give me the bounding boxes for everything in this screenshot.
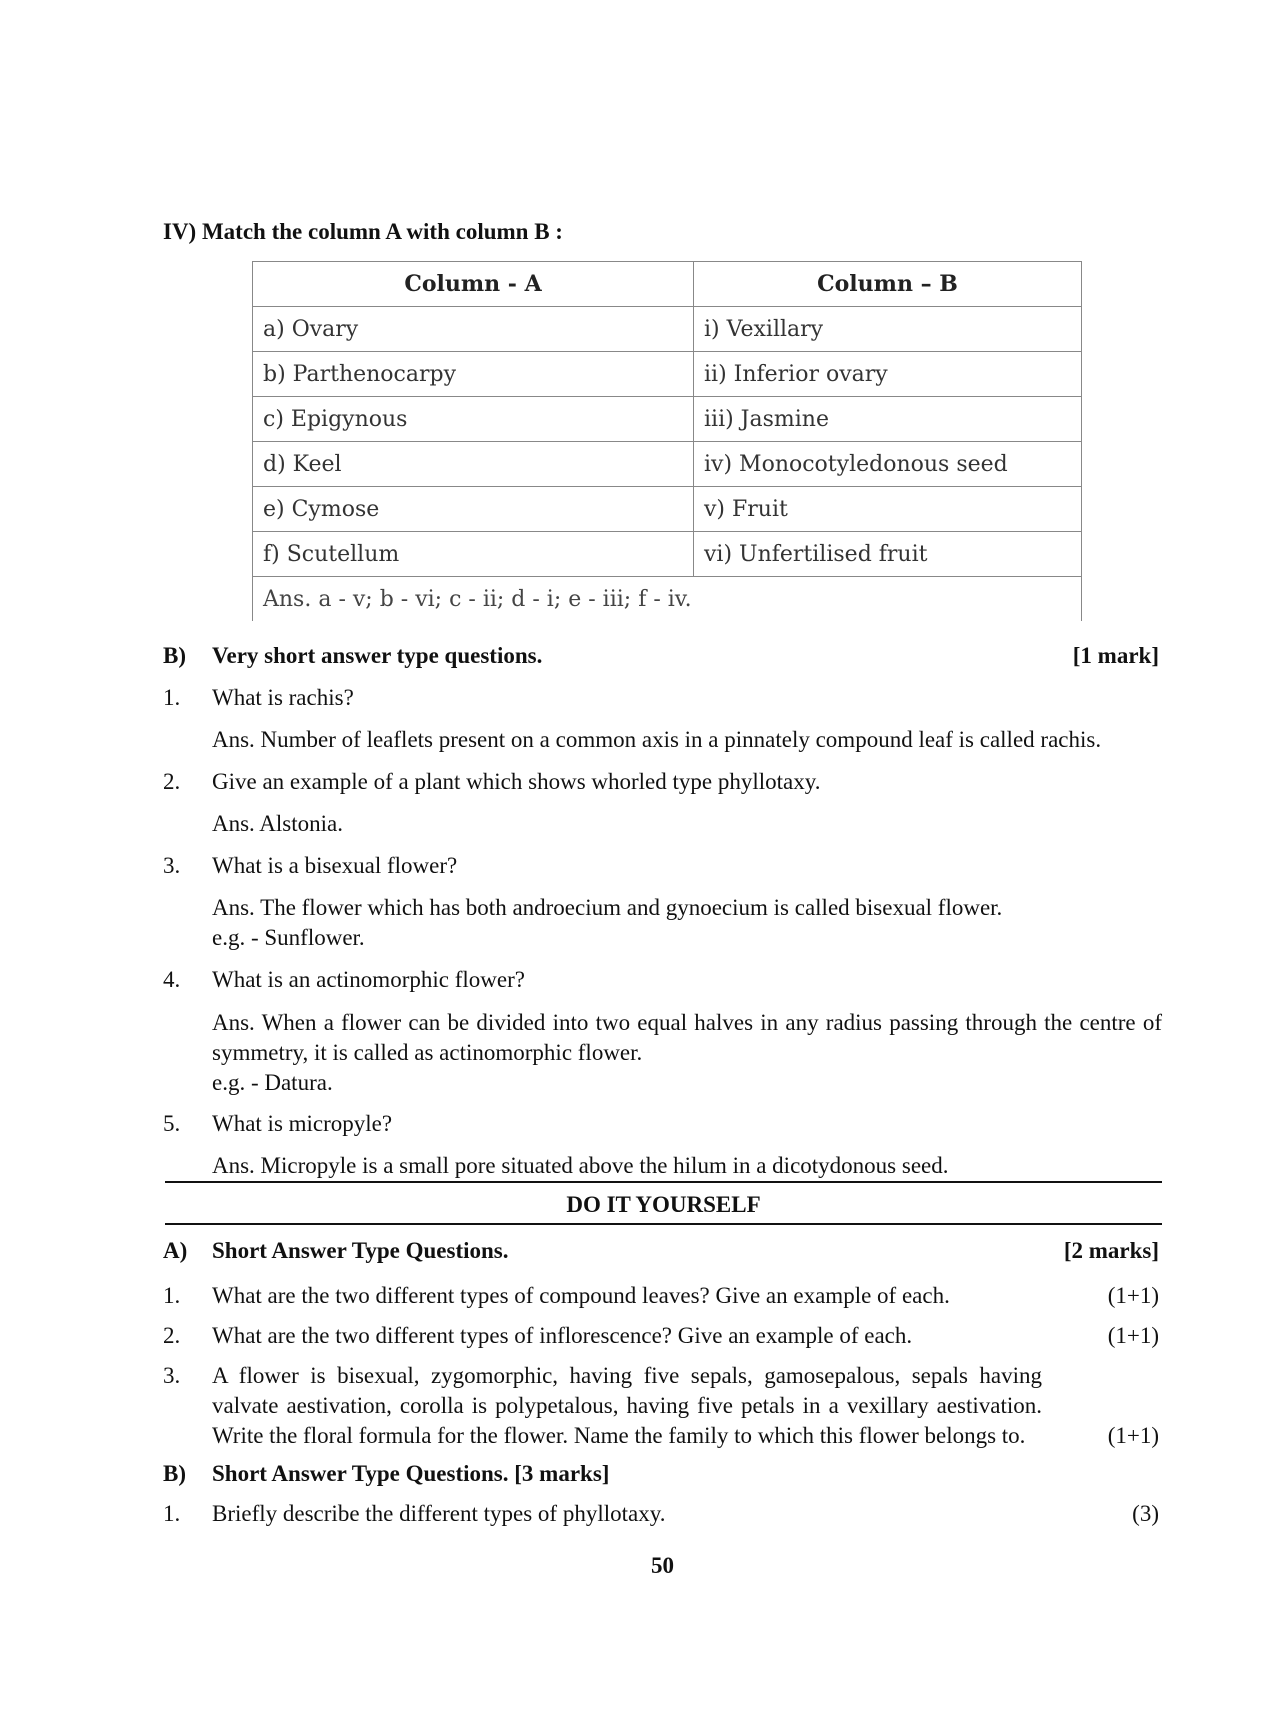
question-number: 5. xyxy=(163,1111,181,1136)
question-number: 2. xyxy=(163,1323,181,1348)
section-b-title: Very short answer type questions. xyxy=(212,643,543,668)
table-cell-b: iv) Monocotyledonous seed xyxy=(694,442,1082,487)
answer-text: Ans. Alstonia. xyxy=(212,811,343,836)
question-marks: (1+1) xyxy=(1107,1283,1159,1308)
table-cell-b: vi) Unfertilised fruit xyxy=(694,532,1082,577)
answer-text: Ans. The flower which has both androecium and gynoecium is called bisexual flower. xyxy=(212,895,1003,920)
question-marks: (3) xyxy=(1132,1501,1159,1526)
diy-section-a-marks: [2 marks] xyxy=(1063,1238,1159,1263)
match-heading: IV) Match the column A with column B : xyxy=(163,219,563,244)
divider-bottom xyxy=(165,1223,1162,1225)
table-cell-a: e) Cymose xyxy=(253,487,694,532)
table-cell-b: iii) Jasmine xyxy=(694,397,1082,442)
answer-text: Ans. When a flower can be divided into two equal halves in any radius passing through the centre of symmetry, it is called as actinomorphic flower. xyxy=(212,1010,1162,1065)
table-header-row xyxy=(253,262,1082,307)
column-b-header: Column – B xyxy=(694,262,1082,307)
table-row xyxy=(253,532,1082,577)
question-number: 1. xyxy=(163,685,181,710)
table-cell-b: i) Vexillary xyxy=(694,307,1082,352)
table-row xyxy=(253,397,1082,442)
question-text: What are the two different types of inflorescence? Give an example of each. xyxy=(212,1323,913,1348)
section-b-marks: [1 mark] xyxy=(1072,643,1159,668)
answer-row xyxy=(253,577,1082,622)
divider-top xyxy=(165,1181,1162,1183)
question-text: Briefly describe the different types of phyllotaxy. xyxy=(212,1501,666,1526)
question-marks: (1+1) xyxy=(1107,1323,1159,1348)
question-text: Give an example of a plant which shows whorled type phyllotaxy. xyxy=(212,769,821,794)
question-number: 3. xyxy=(163,853,181,878)
question-number: 1. xyxy=(163,1501,181,1526)
section-b-label: B) xyxy=(163,643,186,668)
example-text: e.g. - Sunflower. xyxy=(212,925,365,950)
answer-cell: Ans. a - v; b - vi; c - ii; d - i; e - iii; f - iv. xyxy=(253,577,1082,622)
question-text: What are the two different types of compound leaves? Give an example of each. xyxy=(212,1283,950,1308)
table-row xyxy=(253,442,1082,487)
table-row xyxy=(253,487,1082,532)
table-cell-b: v) Fruit xyxy=(694,487,1082,532)
table-cell-a: c) Epigynous xyxy=(253,397,694,442)
example-text: e.g. - Datura. xyxy=(212,1070,333,1095)
table-cell-a: a) Ovary xyxy=(253,307,694,352)
diy-section-b-title: Short Answer Type Questions. [3 marks] xyxy=(212,1461,610,1486)
diy-section-b-label: B) xyxy=(163,1461,186,1486)
table-cell-a: d) Keel xyxy=(253,442,694,487)
answer-text: Ans. Micropyle is a small pore situated above the hilum in a dicotydonous seed. xyxy=(212,1153,949,1178)
table-row xyxy=(253,307,1082,352)
question-text: A flower is bisexual, zygomorphic, having five sepals, gamosepalous, sepals having valvate aestivation, corolla is polypetalous, having five petals in a vexillary aestivation. Write the floral formula for the flower. Name the family to which this flower belongs to. xyxy=(212,1363,1042,1448)
question-number: 4. xyxy=(163,967,181,992)
question-text: What is micropyle? xyxy=(212,1111,393,1136)
table-row xyxy=(253,352,1082,397)
question-number: 3. xyxy=(163,1363,181,1388)
question-marks: (1+1) xyxy=(1107,1423,1159,1448)
question-text: What is an actinomorphic flower? xyxy=(212,967,525,992)
question-text: What is rachis? xyxy=(212,685,354,710)
table-cell-b: ii) Inferior ovary xyxy=(694,352,1082,397)
page-number: 50 xyxy=(651,1553,674,1578)
match-table xyxy=(252,261,1082,621)
diy-section-a-label: A) xyxy=(163,1238,188,1263)
table-cell-a: f) Scutellum xyxy=(253,532,694,577)
answer-text: Ans. Number of leaflets present on a common axis in a pinnately compound leaf is called rachis. xyxy=(212,727,1102,752)
table-cell-a: b) Parthenocarpy xyxy=(253,352,694,397)
question-number: 1. xyxy=(163,1283,181,1308)
question-text: What is a bisexual flower? xyxy=(212,853,458,878)
question-number: 2. xyxy=(163,769,181,794)
diy-title: DO IT YOURSELF xyxy=(566,1192,761,1217)
diy-section-a-title: Short Answer Type Questions. xyxy=(212,1238,509,1263)
column-a-header: Column - A xyxy=(253,262,694,307)
